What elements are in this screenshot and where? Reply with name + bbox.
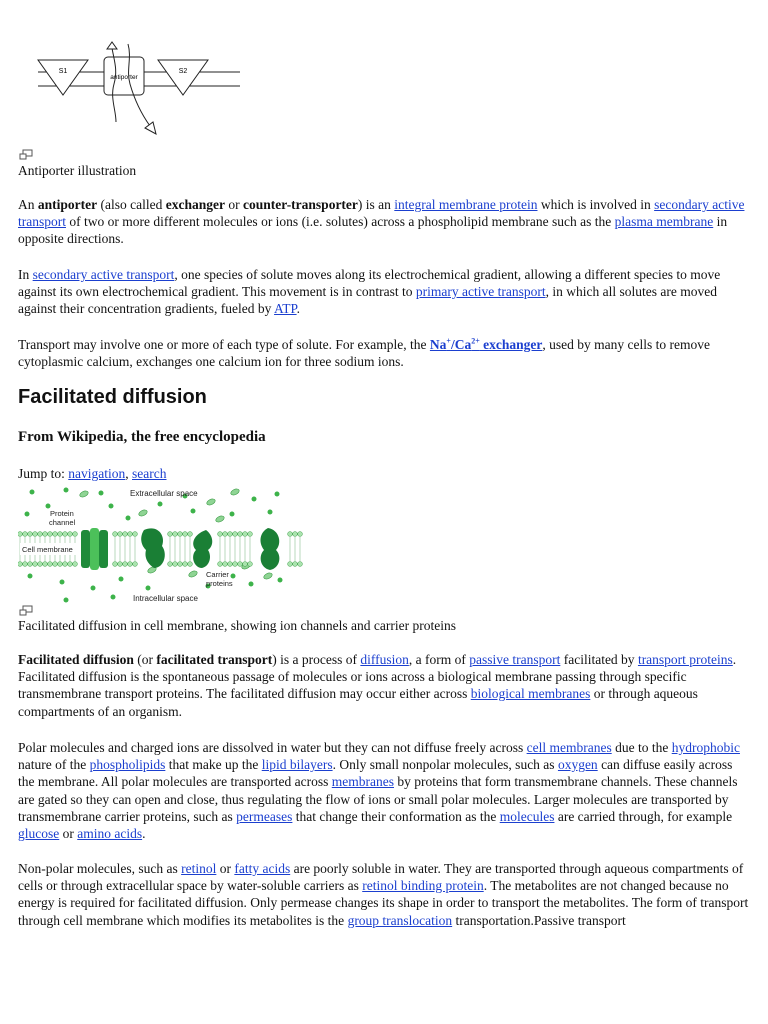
link-retinol-binding-protein[interactable]: retinol binding protein	[362, 878, 484, 894]
label-extracellular-space: Extracellular space	[130, 489, 198, 498]
link-molecules[interactable]: molecules	[499, 808, 555, 824]
antiporter-box-label: antiporter	[110, 74, 138, 81]
link-retinol[interactable]: retinol	[181, 861, 217, 876]
facilitated-diffusion-diagram	[18, 484, 304, 604]
jump-to-links: Jump to: navigation, search	[18, 466, 167, 481]
paragraph-non-polar-molecules: Non-polar molecules, such as retinol or fatty acids are poorly soluble in water. They are transported through aqueous compartments of cells or through extracellular space by water-soluble carriers as retinol binding protein. The metabolites are not changed because no energy is required for facilitated diffusion. Only permease changes its shape in order to transport the metabolites. The form of transport through cell membrane which modifies its metabolites is the group translocation transportation.Passive transport	[18, 861, 749, 928]
enlarge-icon-2[interactable]	[19, 605, 33, 616]
link-secondary-active-transport[interactable]: secondary active transport	[18, 197, 745, 230]
link-biological-membranes[interactable]: biological membranes	[470, 686, 591, 702]
link-search[interactable]: search	[132, 466, 167, 481]
carrier-proteins	[141, 528, 279, 570]
paragraph-antiporter-definition: An antiporter (also called exchanger or counter-transporter) is an integral membrane protein which is involved in secondary active transport of two or more different molecules or ions (i.e. solutes) across a phospholipid membrane such as the plasma membrane in opposite directions.	[18, 197, 745, 247]
protein-channel	[81, 528, 108, 570]
link-permeases[interactable]: permeases	[236, 808, 293, 824]
link-diffusion[interactable]: diffusion	[360, 652, 409, 667]
link-navigation[interactable]: navigation	[68, 466, 126, 481]
page-subtitle: From Wikipedia, the free encyclopedia	[18, 429, 266, 445]
link-lipid-bilayers[interactable]: lipid bilayers	[261, 757, 333, 773]
antiporter-figure	[30, 40, 245, 140]
link-amino-acids[interactable]: amino acids	[77, 826, 143, 842]
s1-triangle	[38, 60, 88, 95]
enlarge-icon[interactable]	[19, 149, 33, 160]
paragraph-facilitated-definition: Facilitated diffusion (or facilitated transport) is a process of diffusion, a form of passive transport facilitated by transport proteins. Facilitated diffusion is the spontaneous passage of molecules or ions across a biological membrane passing through specific transmembrane transport proteins. The facilitated diffusion may occur either across biological membranes or through aqueous compartments of an organism.	[18, 652, 737, 719]
page-title: Facilitated diffusion	[18, 386, 207, 408]
link-transport-proteins[interactable]: transport proteins	[637, 652, 733, 667]
link-secondary-active-transport-2[interactable]: secondary active transport	[32, 267, 175, 282]
link-membranes[interactable]: membranes	[331, 774, 394, 790]
s1-label: S1	[58, 68, 68, 75]
link-group-translocation[interactable]: group translocation	[347, 912, 453, 928]
label-carrier-2: proteins	[206, 579, 233, 588]
paragraph-polar-molecules: Polar molecules and charged ions are dissolved in water but they can not diffuse freely across cell membranes due to the hydrophobic nature of the phospholipids that make up the lipid bilayers. Only small nonpolar molecules, such as oxygen can diffuse easily across the membrane. All polar molecules are transported across membranes by proteins that form transmembrane channels. These channels are gated so they can open and close, thus regulating the flow of ions or small polar molecules. Larger molecules are transported by transmembrane carrier proteins, such as permeases that change their conformation as the molecules are carried through, for example glucose or amino acids.	[18, 740, 740, 842]
link-atp[interactable]: ATP	[274, 301, 297, 317]
antiporter-caption: Antiporter illustration	[18, 163, 137, 178]
link-na-ca-exchanger[interactable]: $Na^+/Ca^{2+}$ exchanger	[429, 336, 543, 352]
label-carrier-1: Carrier	[206, 570, 229, 579]
s2-triangle	[158, 60, 208, 95]
label-cell-membrane: Cell membrane	[22, 545, 73, 554]
s2-label: S2	[178, 68, 188, 75]
link-integral-membrane-protein[interactable]: integral membrane protein	[394, 197, 538, 212]
link-glucose[interactable]: glucose	[18, 826, 60, 842]
label-protein-channel-1: Protein	[50, 509, 74, 518]
link-plasma-membrane[interactable]: plasma membrane	[614, 214, 714, 230]
link-oxygen[interactable]: oxygen	[557, 757, 598, 773]
link-fatty-acids[interactable]: fatty acids	[234, 861, 291, 876]
link-cell-membranes[interactable]: cell membranes	[526, 740, 612, 755]
link-primary-active-transport[interactable]: primary active transport	[415, 284, 546, 300]
paragraph-transport-example: Transport may involve one or more of each type of solute. For example, the $Na^+/Ca^{2+}$ exchanger, used by many cells to remove cytoplasmic calcium, exchanges one calcium ion for three sodium ions.	[18, 336, 710, 370]
link-passive-transport[interactable]: passive transport	[469, 652, 561, 667]
diagram-caption: Facilitated diffusion in cell membrane, showing ion channels and carrier proteins	[18, 618, 456, 633]
paragraph-secondary-transport: In secondary active transport, one species of solute moves along its electrochemical gradient, allowing a different species to move against its own electrochemical gradient. This movement is in contrast to primary active transport, in which all solutes are moved against their concentration gradients, fueled by ATP.	[18, 267, 721, 317]
label-intracellular-space: Intracellular space	[133, 594, 198, 603]
link-hydrophobic[interactable]: hydrophobic	[671, 740, 740, 755]
label-protein-channel-2: channel	[49, 518, 76, 527]
link-phospholipids[interactable]: phospholipids	[89, 757, 166, 773]
